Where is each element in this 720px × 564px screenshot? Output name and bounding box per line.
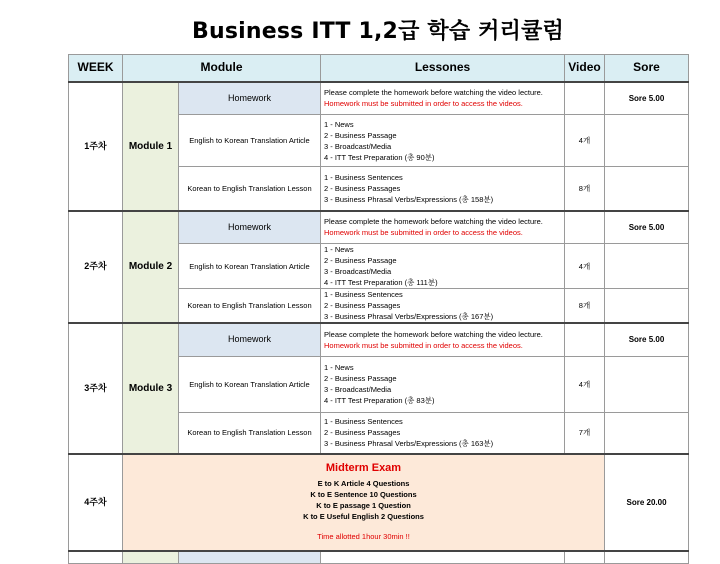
- module-label: Module 1: [123, 82, 179, 211]
- video-count: 8개: [565, 167, 605, 211]
- video-count: 7개: [565, 412, 605, 454]
- lesson-line: 2 - Business Passages: [324, 301, 401, 310]
- week-label: 3주차: [69, 323, 123, 454]
- lesson-line: 1 - Business Sentences: [324, 290, 403, 299]
- sore-value: Sore 5.00: [605, 323, 689, 356]
- lesson-line: 1 - News: [324, 363, 354, 372]
- lesson-line: 1 - Business Sentences: [324, 172, 403, 182]
- week-label: 1주차: [69, 82, 123, 211]
- sore-value: Sore 20.00: [605, 454, 689, 551]
- lesson-line: 1 - Business Sentences: [324, 417, 403, 427]
- lesson-line: 2 - Business Passage: [324, 374, 397, 383]
- video-count: 4개: [565, 115, 605, 167]
- header-video: Video: [565, 55, 605, 82]
- lesson-label: Korean to English Translation Lesson: [179, 412, 321, 454]
- video-count: [565, 323, 605, 356]
- lesson-line: 2 - Business Passages: [324, 428, 401, 438]
- lesson-line: 2 - Business Passage: [324, 256, 397, 265]
- header-week: WEEK: [69, 55, 123, 82]
- article-lessons: [321, 244, 565, 289]
- lesson-line: 3 - Business Phrasal Verbs/Expressions (총 158분): [324, 194, 494, 204]
- lesson-line: 3 - Business Phrasal Verbs/Expressions (총 163분): [324, 439, 494, 449]
- midterm-line: K to E Useful English 2 Questions: [303, 512, 424, 521]
- lesson-line: 4 - ITT Test Preparation (총 111분): [324, 278, 438, 287]
- homework-row: [69, 82, 689, 115]
- article-lessons: [321, 356, 565, 412]
- next-row-partial: [69, 551, 689, 563]
- lesson-line: 3 - Broadcast/Media: [324, 141, 392, 151]
- lesson-line: 2 - Business Passages: [324, 183, 401, 193]
- article-label: English to Korean Translation Article: [179, 356, 321, 412]
- homework-row: [69, 323, 689, 356]
- week-label: 4주차: [69, 454, 123, 551]
- lesson-line: 1 - News: [324, 245, 354, 254]
- sore-empty: [605, 167, 689, 211]
- lesson-line: 4 - ITT Test Preparation (총 83분): [324, 396, 435, 405]
- sore-empty: [605, 412, 689, 454]
- lesson-line: 3 - Business Phrasal Verbs/Expressions (총 167분): [324, 312, 494, 321]
- translation-lessons: [321, 167, 565, 211]
- module-label: Module 2: [123, 211, 179, 324]
- sore-value: Sore 5.00: [605, 211, 689, 244]
- sore-empty: [605, 244, 689, 289]
- homework-note-text: Please complete the homework before watching the video lecture.: [324, 88, 543, 98]
- homework-label: Homework: [179, 323, 321, 356]
- lesson-line: 2 - Business Passage: [324, 130, 397, 140]
- translation-lessons: [321, 289, 565, 324]
- midterm-row: [69, 454, 689, 551]
- homework-row: [69, 211, 689, 244]
- midterm-line: K to E Sentence 10 Questions: [310, 490, 417, 499]
- article-label: English to Korean Translation Article: [179, 244, 321, 289]
- header-lessons: Lessones: [321, 55, 565, 82]
- article-lessons: [321, 115, 565, 167]
- homework-note: [321, 211, 565, 244]
- page-title: Business ITT 1,2급 학습 커리큘럼: [192, 19, 564, 44]
- homework-note-text: Please complete the homework before watching the video lecture.: [324, 329, 543, 339]
- header-row: [69, 55, 689, 82]
- homework-note: [321, 323, 565, 356]
- homework-label: Homework: [179, 211, 321, 244]
- translation-lessons: [321, 412, 565, 454]
- lesson-line: 1 - News: [324, 119, 354, 129]
- video-count: 4개: [565, 244, 605, 289]
- homework-label: Homework: [179, 82, 321, 115]
- lesson-line: 3 - Broadcast/Media: [324, 385, 392, 394]
- homework-note-warning: Homework must be submitted in order to access the videos.: [324, 99, 523, 109]
- lesson-label: Korean to English Translation Lesson: [179, 167, 321, 211]
- midterm-line: K to E passage 1 Question: [316, 501, 411, 510]
- lesson-line: 4 - ITT Test Preparation (총 90분): [324, 152, 435, 162]
- homework-note-text: Please complete the homework before watching the video lecture.: [324, 217, 543, 227]
- lesson-label: Korean to English Translation Lesson: [179, 289, 321, 324]
- module-label: Module 3: [123, 323, 179, 454]
- lesson-line: 3 - Broadcast/Media: [324, 267, 392, 276]
- midterm-cell: [123, 454, 605, 551]
- video-count: 4개: [565, 356, 605, 412]
- header-sore: Sore: [605, 55, 689, 82]
- midterm-time: Time allotted 1hour 30min !!: [317, 532, 410, 541]
- article-label: English to Korean Translation Article: [179, 115, 321, 167]
- sore-empty: [605, 115, 689, 167]
- week-label: 2주차: [69, 211, 123, 324]
- video-count: [565, 211, 605, 244]
- midterm-title: Midterm Exam: [325, 462, 402, 474]
- header-module: Module: [123, 55, 321, 82]
- video-count: [565, 82, 605, 115]
- sore-value: Sore 5.00: [605, 82, 689, 115]
- homework-note: [321, 82, 565, 115]
- sore-empty: [605, 289, 689, 324]
- curriculum-table: [68, 54, 689, 564]
- video-count: 8개: [565, 289, 605, 324]
- homework-note-warning: Homework must be submitted in order to access the videos.: [324, 228, 523, 238]
- homework-note-warning: Homework must be submitted in order to access the videos.: [324, 340, 523, 350]
- midterm-line: E to K Article 4 Questions: [317, 479, 410, 488]
- sore-empty: [605, 356, 689, 412]
